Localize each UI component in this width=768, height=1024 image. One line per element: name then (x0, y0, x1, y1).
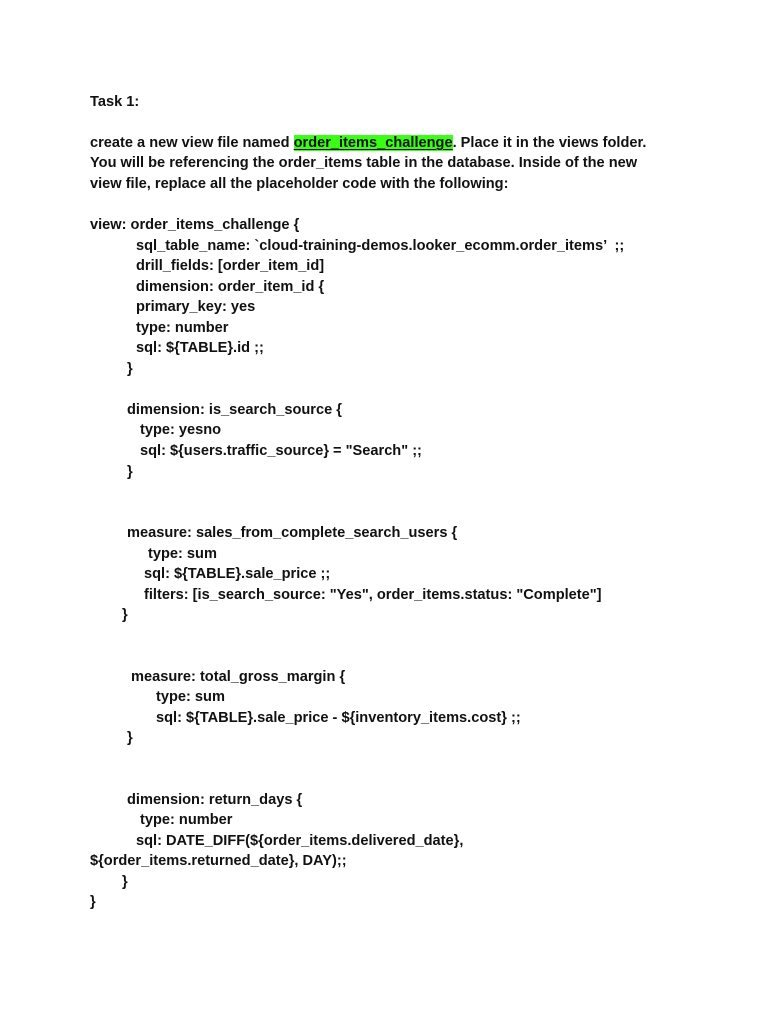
intro-line-3: view file, replace all the placeholder code with the following: (90, 176, 509, 192)
highlighted-file-name: order_items_challenge (293, 135, 453, 151)
code-measure-gross-margin: measure: total_gross_margin { (131, 669, 346, 685)
code-sql-sale-price: sql: ${TABLE}.sale_price ;; (144, 566, 331, 582)
code-close-brace: } (122, 607, 128, 623)
code-close-brace: } (127, 361, 133, 377)
code-sql-table-name: sql_table_name: `cloud-training-demos.looker_ecomm.order_items’ ;; (136, 238, 625, 254)
code-sql-traffic-source: sql: ${users.traffic_source} = "Search" ;; (140, 443, 422, 459)
code-primary-key: primary_key: yes (136, 299, 256, 315)
code-sql-date-diff-continued: ${order_items.returned_date}, DAY);; (90, 853, 347, 869)
code-view-open: view: order_items_challenge { (90, 217, 300, 233)
intro-line-1-before: create a new view file named (90, 135, 294, 151)
intro-line-1 (90, 133, 646, 153)
code-filters: filters: [is_search_source: "Yes", order_items.status: "Complete"] (144, 587, 602, 603)
code-dimension-is-search-source: dimension: is_search_source { (127, 402, 342, 418)
code-close-brace: } (122, 874, 128, 890)
code-view-close-brace: } (90, 894, 96, 910)
code-sql-id: sql: ${TABLE}.id ;; (136, 340, 264, 356)
code-close-brace: } (127, 730, 133, 746)
code-sql-gross-margin: sql: ${TABLE}.sale_price - ${inventory_items.cost} ;; (156, 710, 521, 726)
code-sql-date-diff: sql: DATE_DIFF(${order_items.delivered_date}, (136, 833, 464, 849)
task-title: Task 1: (90, 94, 140, 110)
code-close-brace: } (127, 464, 133, 480)
code-type-number: type: number (140, 812, 233, 828)
code-measure-sales: measure: sales_from_complete_search_users { (127, 525, 458, 541)
code-drill-fields: drill_fields: [order_item_id] (136, 258, 325, 274)
code-type-number: type: number (136, 320, 229, 336)
code-type-sum: type: sum (148, 546, 217, 562)
intro-line-2: You will be referencing the order_items table in the database. Inside of the new (90, 155, 638, 171)
intro-line-1-after: . Place it in the views folder. (452, 135, 647, 151)
code-dimension-return-days: dimension: return_days { (127, 792, 303, 808)
code-dimension-order-item-id: dimension: order_item_id { (136, 279, 325, 295)
code-type-sum: type: sum (156, 689, 225, 705)
code-type-yesno: type: yesno (140, 422, 222, 438)
